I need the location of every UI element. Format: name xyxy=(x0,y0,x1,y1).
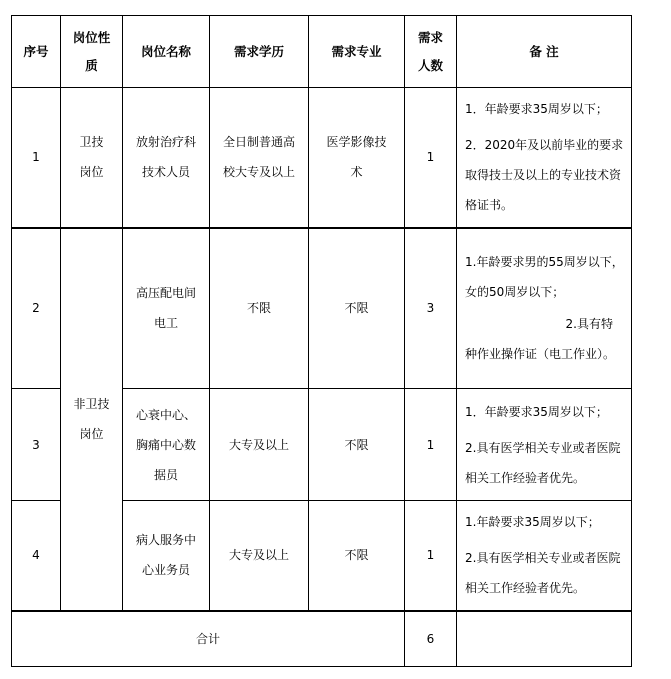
cell-education: 大专及以上 xyxy=(210,389,309,501)
header-major: 需求专业 xyxy=(309,16,405,88)
cell-education: 大专及以上 xyxy=(210,501,309,611)
cell-major: 不限 xyxy=(309,389,405,501)
cell-seq: 1 xyxy=(12,88,61,228)
remark-line: 1.年龄要求男的55周岁以下，女的50周岁以下； xyxy=(465,255,624,300)
cell-seq: 2 xyxy=(12,228,61,389)
remark-line: 1．年龄要求35周岁以下； xyxy=(465,404,608,419)
header-seq: 序号 xyxy=(12,16,61,88)
header-category: 岗位性质 xyxy=(61,16,123,88)
cell-category: 非卫技岗位 xyxy=(61,228,123,611)
cell-seq: 4 xyxy=(12,501,61,611)
total-label: 合计 xyxy=(12,611,405,667)
cell-education: 全日制普通高校大专及以上 xyxy=(210,88,309,228)
cell-remark xyxy=(457,88,632,228)
cell-category: 卫技 岗位 xyxy=(61,88,123,228)
cell-count: 1 xyxy=(405,389,457,501)
remark-line: 2．2020年及以前毕业的要求取得技士及以上的专业技术资格证书。 xyxy=(465,138,624,213)
header-education: 需求学历 xyxy=(210,16,309,88)
cell-name: 放射治疗科技术人员 xyxy=(123,88,210,228)
header-name: 岗位名称 xyxy=(123,16,210,88)
total-remark xyxy=(457,611,632,667)
cell-name: 高压配电间电工 xyxy=(123,228,210,389)
total-row xyxy=(12,611,632,667)
header-row xyxy=(12,16,632,88)
remark-line: 2.具有特 xyxy=(565,317,613,332)
cell-count: 1 xyxy=(405,88,457,228)
remark-line: 2.具有医学相关专业或者医院相关工作经验者优先。 xyxy=(465,440,621,485)
total-count: 6 xyxy=(405,611,457,667)
recruitment-table xyxy=(11,15,632,667)
remark-line: 2.具有医学相关专业或者医院相关工作经验者优先。 xyxy=(465,551,621,596)
header-count: 需求人数 xyxy=(405,16,457,88)
table-row xyxy=(12,88,632,228)
cell-major: 医学影像技术 xyxy=(309,88,405,228)
cell-remark xyxy=(457,501,632,611)
remark-line: 1．年龄要求35周岁以下； xyxy=(465,102,608,117)
cell-seq: 3 xyxy=(12,389,61,501)
cell-major: 不限 xyxy=(309,228,405,389)
remark-line: 种作业操作证（电工作业）。 xyxy=(465,347,616,362)
cell-count: 3 xyxy=(405,228,457,389)
table-row xyxy=(12,228,632,389)
cell-count: 1 xyxy=(405,501,457,611)
header-remark: 备 注 xyxy=(457,16,632,88)
cell-remark xyxy=(457,228,632,389)
cell-education: 不限 xyxy=(210,228,309,389)
cell-major: 不限 xyxy=(309,501,405,611)
cell-name: 心衰中心、胸痛中心数据员 xyxy=(123,389,210,501)
cell-name: 病人服务中心业务员 xyxy=(123,501,210,611)
cell-remark xyxy=(457,389,632,501)
remark-line: 1.年龄要求35周岁以下； xyxy=(465,515,600,530)
